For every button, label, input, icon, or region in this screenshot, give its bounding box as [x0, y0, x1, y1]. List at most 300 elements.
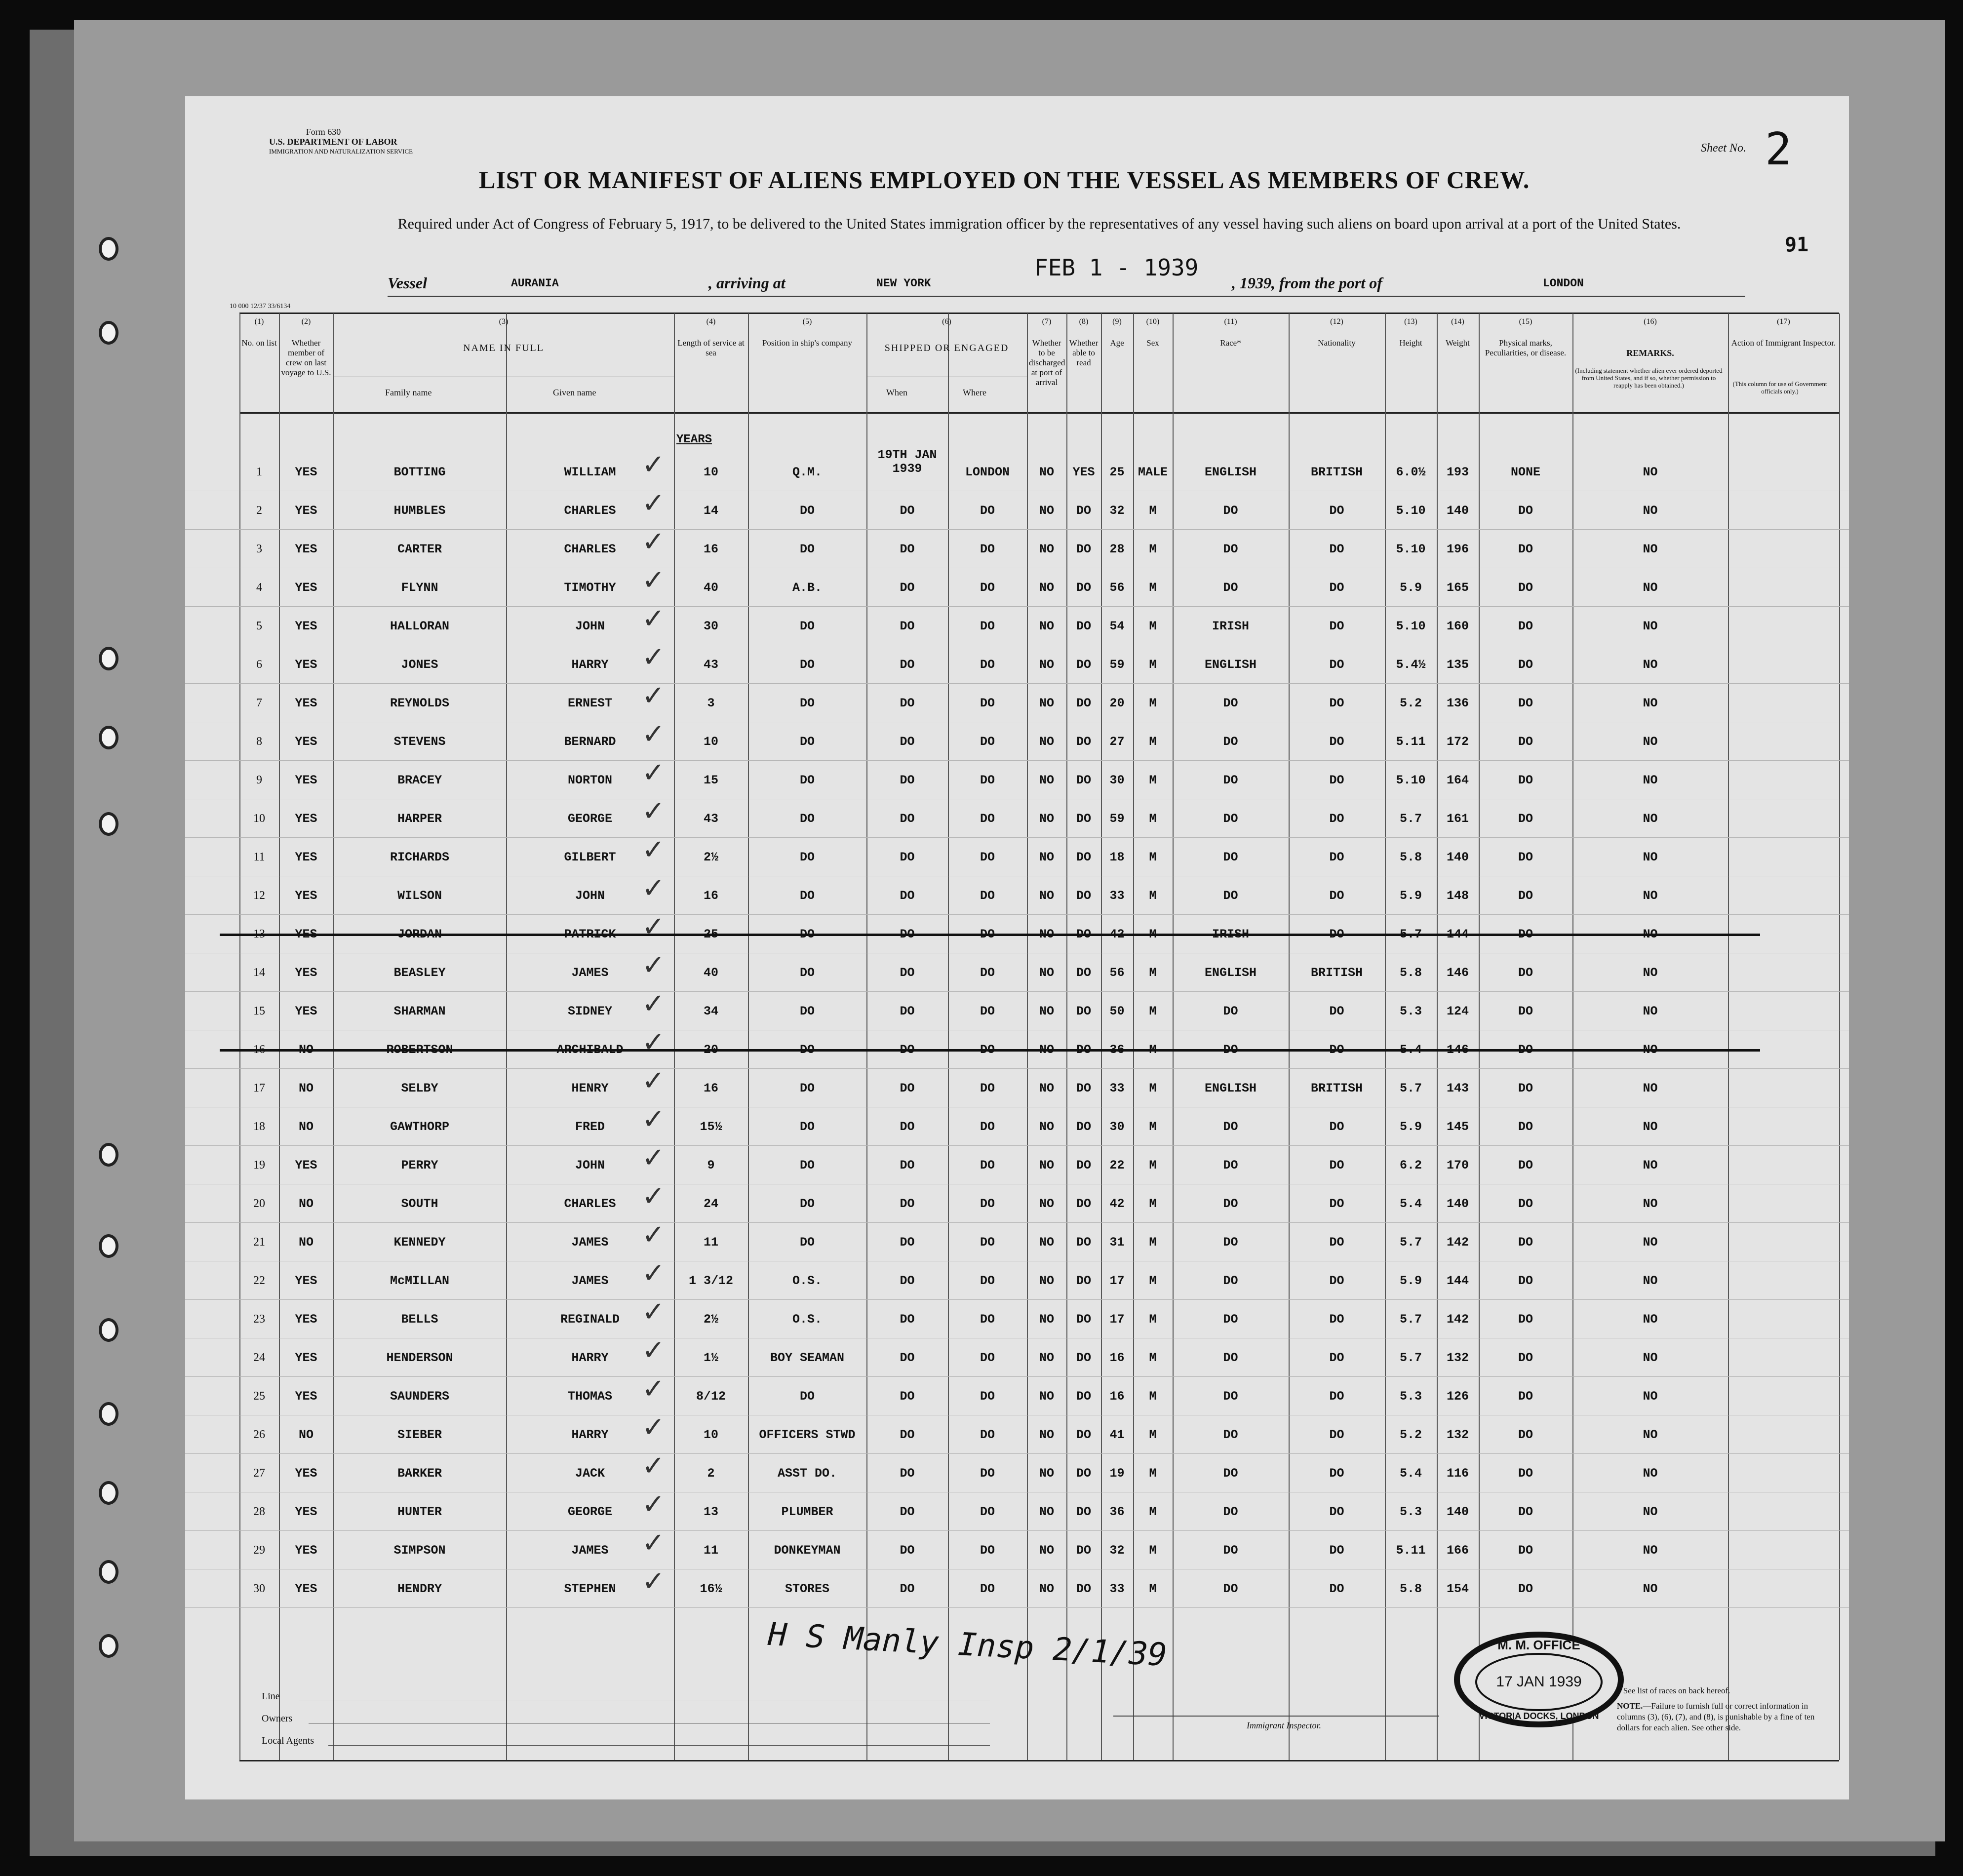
cell-discharge: NO — [1039, 850, 1054, 864]
binder-hole — [99, 726, 118, 749]
cell-service: 34 — [703, 1004, 718, 1018]
cell-when: DO — [900, 1312, 915, 1327]
column-number: (4) — [706, 317, 716, 326]
column-number: (7) — [1042, 317, 1052, 326]
cell-prev: YES — [295, 1466, 317, 1481]
cell-age: 33 — [1109, 1081, 1125, 1095]
cell-where: DO — [980, 503, 995, 518]
cell-prev: YES — [295, 850, 317, 864]
cell-where: DO — [980, 965, 995, 980]
department-block — [269, 127, 413, 156]
cell-remarks: NO — [1643, 1466, 1658, 1481]
cell-race: DO — [1223, 811, 1238, 826]
column-header: Weight — [1446, 338, 1470, 348]
cell-remarks: NO — [1643, 696, 1658, 710]
cell-height: 5.3 — [1399, 1004, 1422, 1018]
table-row — [185, 603, 1849, 645]
cell-read: DO — [1076, 773, 1091, 787]
check-mark-icon: ✓ — [642, 911, 665, 943]
cell-nat: DO — [1329, 1196, 1344, 1211]
cell-family: CARTER — [397, 542, 442, 556]
note-text: —Failure to furnish full or correct information in columns (3), (6), (7), and (8), is punishable by a fine of ten dollars for each alien. See other side. — [1617, 1701, 1815, 1732]
cell-given: JOHN — [575, 1158, 605, 1172]
cell-nat: DO — [1329, 1543, 1344, 1558]
cell-when: DO — [900, 542, 915, 556]
cell-family: SIEBER — [397, 1427, 442, 1442]
cell-remarks: NO — [1643, 888, 1658, 903]
page-title: LIST OR MANIFEST OF ALIENS EMPLOYED ON THE VESSEL AS MEMBERS OF CREW. — [479, 166, 1530, 194]
column-number: (16) — [1644, 317, 1657, 326]
cell-nat: DO — [1329, 773, 1344, 787]
where-header: Where — [963, 388, 986, 397]
cell-where: LONDON — [965, 465, 1010, 479]
cell-age: 56 — [1109, 965, 1125, 980]
cell-family: SHARMAN — [393, 1004, 446, 1018]
cell-when: DO — [900, 580, 915, 595]
cell-when: DO — [900, 850, 915, 864]
cell-weight: 142 — [1446, 1312, 1469, 1327]
cell-read: DO — [1076, 1273, 1091, 1288]
cell-when: DO — [900, 888, 915, 903]
cell-when: DO — [900, 1466, 915, 1481]
check-mark-icon: ✓ — [642, 872, 665, 904]
cell-height: 5.11 — [1396, 734, 1426, 749]
agents-label: Local Agents — [262, 1735, 314, 1746]
cell-service: 43 — [703, 811, 718, 826]
cell-service: 24 — [703, 1196, 718, 1211]
cell-service: 2 — [707, 1466, 715, 1481]
cell-given: GEORGE — [567, 1504, 612, 1519]
cell-given: ERNEST — [567, 696, 612, 710]
cell-age: 50 — [1109, 1004, 1125, 1018]
cell-sex: M — [1149, 696, 1157, 710]
cell-race: ENGLISH — [1204, 1081, 1257, 1095]
cell-height: 5.2 — [1399, 696, 1422, 710]
cell-race: DO — [1223, 1466, 1238, 1481]
cell-n: 29 — [253, 1543, 265, 1557]
table-row — [185, 1026, 1849, 1069]
cell-age: 28 — [1109, 542, 1125, 556]
cell-service: 10 — [703, 734, 718, 749]
inspector-signature: H S Manly Insp 2/1/39 — [767, 1616, 1168, 1674]
cell-height: 6.2 — [1399, 1158, 1422, 1172]
cell-remarks: NO — [1643, 1543, 1658, 1558]
table-row — [185, 1296, 1849, 1338]
cell-sex: M — [1149, 1312, 1157, 1327]
cell-service: 16 — [703, 542, 718, 556]
strikethrough-line — [220, 934, 1760, 936]
date-stamp: FEB 1 - 1939 — [1034, 254, 1199, 281]
cell-marks: DO — [1518, 542, 1533, 556]
cell-age: 20 — [1109, 696, 1125, 710]
cell-service: 40 — [703, 580, 718, 595]
table-row — [185, 448, 1849, 491]
table-row — [185, 834, 1849, 876]
cell-nat: DO — [1329, 1350, 1344, 1365]
cell-remarks: NO — [1643, 1273, 1658, 1288]
cell-age: 59 — [1109, 657, 1125, 672]
cell-discharge: NO — [1039, 542, 1054, 556]
cell-sex: M — [1149, 965, 1157, 980]
cell-sex: M — [1149, 1504, 1157, 1519]
cell-when: DO — [900, 965, 915, 980]
cell-given: JACK — [575, 1466, 605, 1481]
cell-discharge: NO — [1039, 773, 1054, 787]
cell-where: DO — [980, 888, 995, 903]
cell-prev: NO — [298, 1081, 314, 1095]
cell-marks: DO — [1518, 1004, 1533, 1018]
cell-weight: 148 — [1446, 888, 1469, 903]
table-row — [185, 1565, 1849, 1608]
cell-height: 5.10 — [1396, 619, 1426, 633]
cell-race: IRISH — [1212, 619, 1249, 633]
cell-sex: M — [1149, 773, 1157, 787]
cell-height: 5.7 — [1399, 1235, 1422, 1250]
cell-nat: DO — [1329, 1004, 1344, 1018]
cell-nat: DO — [1329, 542, 1344, 556]
cell-position: O.S. — [792, 1273, 822, 1288]
cell-race: DO — [1223, 1581, 1238, 1596]
cell-marks: DO — [1518, 503, 1533, 518]
cell-prev: YES — [295, 580, 317, 595]
cell-n: 9 — [256, 773, 262, 786]
cell-where: DO — [980, 1543, 995, 1558]
cell-when: DO — [900, 811, 915, 826]
table-row — [185, 1219, 1849, 1261]
form-number: Form 630 — [306, 127, 341, 137]
cell-prev: YES — [295, 965, 317, 980]
cell-when: DO — [900, 1581, 915, 1596]
table-row — [185, 988, 1849, 1030]
cell-read: DO — [1076, 1081, 1091, 1095]
departure-port: LONDON — [1543, 277, 1584, 290]
column-header: Sex — [1146, 338, 1159, 348]
cell-where: DO — [980, 734, 995, 749]
cell-where: DO — [980, 1273, 995, 1288]
service-name: IMMIGRATION AND NATURALIZATION SERVICE — [269, 148, 413, 155]
table-row — [185, 1334, 1849, 1377]
cell-height: 5.9 — [1399, 580, 1422, 595]
cell-where: DO — [980, 1312, 995, 1327]
cell-race: DO — [1223, 580, 1238, 595]
cell-discharge: NO — [1039, 1389, 1054, 1404]
cell-position: DO — [799, 696, 815, 710]
cell-family: SELBY — [401, 1081, 438, 1095]
cell-read: DO — [1076, 619, 1091, 633]
cell-position: DO — [799, 1004, 815, 1018]
races-note: * See list of races on back hereof. — [1617, 1686, 1730, 1695]
cell-age: 33 — [1109, 1581, 1125, 1596]
cell-n: 30 — [253, 1582, 265, 1595]
table-row — [185, 1373, 1849, 1415]
cell-family: REYNOLDS — [390, 696, 450, 710]
binder-hole — [99, 321, 118, 345]
cell-sex: M — [1149, 888, 1157, 903]
cell-read: DO — [1076, 965, 1091, 980]
cell-family: BARKER — [397, 1466, 442, 1481]
cell-sex: M — [1149, 503, 1157, 518]
cell-weight: 140 — [1446, 1196, 1469, 1211]
cell-sex: M — [1149, 1081, 1157, 1095]
check-mark-icon: ✓ — [642, 795, 665, 827]
column-header: Whether able to read — [1069, 338, 1099, 367]
cell-when: DO — [900, 734, 915, 749]
cell-age: 42 — [1109, 1196, 1125, 1211]
cell-race: DO — [1223, 1235, 1238, 1250]
column-header: Whether to be discharged at port of arrival — [1029, 338, 1065, 387]
cell-remarks: NO — [1643, 1427, 1658, 1442]
cell-race: DO — [1223, 1273, 1238, 1288]
cell-nat: DO — [1329, 1119, 1344, 1134]
cell-weight: 140 — [1446, 1504, 1469, 1519]
cell-weight: 116 — [1446, 1466, 1469, 1481]
cell-remarks: NO — [1643, 1389, 1658, 1404]
column-header: Race* — [1220, 338, 1241, 348]
cell-given: STEPHEN — [564, 1581, 616, 1596]
cell-remarks: NO — [1643, 580, 1658, 595]
cell-age: 30 — [1109, 1119, 1125, 1134]
cell-discharge: NO — [1039, 1235, 1054, 1250]
column-number: (9) — [1112, 317, 1122, 326]
table-row — [185, 1257, 1849, 1300]
header-bottom-rule — [239, 412, 1839, 414]
cell-prev: YES — [295, 1004, 317, 1018]
cell-given: JAMES — [571, 1235, 609, 1250]
cell-nat: DO — [1329, 1466, 1344, 1481]
cell-sex: M — [1149, 1581, 1157, 1596]
check-mark-icon: ✓ — [642, 564, 665, 596]
column-number: (17) — [1777, 317, 1790, 326]
cell-when: DO — [900, 696, 915, 710]
cell-where: DO — [980, 773, 995, 787]
cell-position: Q.M. — [792, 465, 822, 479]
cell-weight: 132 — [1446, 1427, 1469, 1442]
cell-n: 21 — [253, 1235, 265, 1249]
cell-marks: DO — [1518, 657, 1533, 672]
cell-discharge: NO — [1039, 734, 1054, 749]
strikethrough-line — [220, 1049, 1760, 1052]
cell-when: DO — [900, 1427, 915, 1442]
line-label: Line — [262, 1691, 280, 1702]
check-mark-icon: ✓ — [642, 487, 665, 519]
cell-where: DO — [980, 580, 995, 595]
cell-n: 3 — [256, 542, 262, 555]
cell-when: DO — [900, 1081, 915, 1095]
check-mark-icon: ✓ — [642, 1373, 665, 1405]
cell-age: 56 — [1109, 580, 1125, 595]
table-row — [185, 680, 1849, 722]
cell-nat: DO — [1329, 1581, 1344, 1596]
table-row — [185, 872, 1849, 915]
column-number: (10) — [1146, 317, 1160, 326]
cell-read: DO — [1076, 811, 1091, 826]
cell-age: 30 — [1109, 773, 1125, 787]
cell-weight: 154 — [1446, 1581, 1469, 1596]
cell-when: DO — [900, 1504, 915, 1519]
cell-discharge: NO — [1039, 1312, 1054, 1327]
check-mark-icon: ✓ — [642, 757, 665, 789]
cell-marks: NONE — [1510, 465, 1540, 479]
cell-sex: M — [1149, 1350, 1157, 1365]
cell-discharge: NO — [1039, 465, 1054, 479]
column-number: (12) — [1330, 317, 1343, 326]
cell-sex: MALE — [1138, 465, 1168, 479]
cell-position: DO — [799, 773, 815, 787]
cell-nat: DO — [1329, 696, 1344, 710]
row-rule — [185, 1607, 1849, 1608]
cell-nat: DO — [1329, 1504, 1344, 1519]
cell-marks: DO — [1518, 888, 1533, 903]
cell-where: DO — [980, 1158, 995, 1172]
check-mark-icon: ✓ — [642, 1450, 665, 1482]
check-mark-icon: ✓ — [642, 949, 665, 981]
cell-n: 22 — [253, 1274, 265, 1287]
cell-family: FLYNN — [401, 580, 438, 595]
cell-position: STORES — [785, 1581, 829, 1596]
cell-where: DO — [980, 1427, 995, 1442]
cell-remarks: NO — [1643, 1158, 1658, 1172]
cell-height: 5.3 — [1399, 1504, 1422, 1519]
cell-discharge: NO — [1039, 1466, 1054, 1481]
cell-nat: DO — [1329, 1427, 1344, 1442]
cell-where: DO — [980, 811, 995, 826]
cell-discharge: NO — [1039, 1004, 1054, 1018]
cell-service: 16½ — [700, 1581, 722, 1596]
column-header: Position in ship's company — [762, 338, 853, 348]
cell-remarks: NO — [1643, 811, 1658, 826]
cell-prev: YES — [295, 1350, 317, 1365]
table-row — [185, 949, 1849, 992]
cell-discharge: NO — [1039, 696, 1054, 710]
cell-prev: YES — [295, 696, 317, 710]
note-label: NOTE. — [1617, 1701, 1643, 1711]
cell-service: 10 — [703, 465, 718, 479]
cell-where: DO — [980, 696, 995, 710]
cell-prev: YES — [295, 465, 317, 479]
cell-position: DO — [799, 850, 815, 864]
cell-when: DO — [900, 503, 915, 518]
when-header: When — [886, 388, 907, 397]
cell-where: DO — [980, 1081, 995, 1095]
stamp-date: 17 JAN 1939 — [1496, 1674, 1582, 1690]
cell-remarks: NO — [1643, 1081, 1658, 1095]
cell-race: DO — [1223, 888, 1238, 903]
cell-age: 18 — [1109, 850, 1125, 864]
cell-race: ENGLISH — [1204, 965, 1257, 980]
cell-when: DO — [900, 773, 915, 787]
cell-age: 54 — [1109, 619, 1125, 633]
cell-height: 5.4 — [1399, 1196, 1422, 1211]
cell-discharge: NO — [1039, 1081, 1054, 1095]
cell-prev: YES — [295, 503, 317, 518]
check-mark-icon: ✓ — [642, 1334, 665, 1367]
cell-race: DO — [1223, 734, 1238, 749]
column-number: (1) — [254, 317, 264, 326]
cell-prev: NO — [298, 1235, 314, 1250]
cell-height: 5.7 — [1399, 1312, 1422, 1327]
cell-position: PLUMBER — [781, 1504, 833, 1519]
cell-sex: M — [1149, 734, 1157, 749]
cell-sex: M — [1149, 1196, 1157, 1211]
cell-given: SIDNEY — [567, 1004, 612, 1018]
remarks-note: (Including statement whether alien ever ordered deported from United States, and if so, whether permission to reapply has been obtained.) — [1575, 367, 1723, 389]
cell-discharge: NO — [1039, 619, 1054, 633]
cell-given: BERNARD — [564, 734, 616, 749]
table-bottom-rule — [239, 1760, 1839, 1761]
cell-position: DO — [799, 1235, 815, 1250]
cell-prev: YES — [295, 1504, 317, 1519]
cell-read: DO — [1076, 888, 1091, 903]
cell-race: DO — [1223, 1004, 1238, 1018]
table-row — [185, 1065, 1849, 1107]
cell-position: DO — [799, 888, 815, 903]
cell-nat: BRITISH — [1310, 1081, 1363, 1095]
cell-service: 2½ — [703, 850, 718, 864]
column-number: (3) — [499, 317, 509, 326]
cell-prev: YES — [295, 542, 317, 556]
column-number: (2) — [301, 317, 311, 326]
column-header: Nationality — [1318, 338, 1356, 348]
cell-age: 36 — [1109, 1504, 1125, 1519]
fine-note — [1617, 1701, 1824, 1733]
table-row — [185, 911, 1849, 953]
table-row — [185, 564, 1849, 607]
cell-remarks: NO — [1643, 503, 1658, 518]
cell-weight: 165 — [1446, 580, 1469, 595]
cell-given: GEORGE — [567, 811, 612, 826]
cell-given: HARRY — [571, 1427, 609, 1442]
cell-given: JOHN — [575, 619, 605, 633]
cell-n: 24 — [253, 1351, 265, 1364]
cell-position: OFFICERS STWD — [759, 1427, 856, 1442]
cell-given: JAMES — [571, 1543, 609, 1558]
cell-position: O.S. — [792, 1312, 822, 1327]
cell-remarks: NO — [1643, 965, 1658, 980]
cell-n: 6 — [256, 658, 262, 671]
cell-nat: DO — [1329, 811, 1344, 826]
binder-hole — [99, 647, 118, 670]
binder-hole — [99, 1318, 118, 1342]
cell-age: 16 — [1109, 1389, 1125, 1404]
cell-service: 8/12 — [696, 1389, 726, 1404]
cell-n: 8 — [256, 735, 262, 748]
cell-race: DO — [1223, 1119, 1238, 1134]
cell-nat: DO — [1329, 850, 1344, 864]
cell-position: DO — [799, 965, 815, 980]
cell-family: HUMBLES — [393, 503, 446, 518]
cell-position: DO — [799, 1158, 815, 1172]
cell-family: BELLS — [401, 1312, 438, 1327]
cell-n: 17 — [253, 1081, 265, 1094]
check-mark-icon: ✓ — [642, 834, 665, 866]
cell-nat: BRITISH — [1310, 465, 1363, 479]
cell-age: 19 — [1109, 1466, 1125, 1481]
inspector-rule — [1113, 1716, 1439, 1717]
cell-read: DO — [1076, 657, 1091, 672]
table-row — [185, 757, 1849, 799]
binder-hole — [99, 812, 118, 836]
cell-remarks: NO — [1643, 734, 1658, 749]
cell-given: THOMAS — [567, 1389, 612, 1404]
column-header: Action of Immigrant Inspector. — [1731, 338, 1836, 348]
cell-n: 11 — [253, 850, 265, 863]
cell-marks: DO — [1518, 1312, 1533, 1327]
cell-marks: DO — [1518, 1081, 1533, 1095]
cell-height: 5.11 — [1396, 1543, 1426, 1558]
cell-given: JAMES — [571, 1273, 609, 1288]
binder-hole — [99, 1560, 118, 1584]
cell-discharge: NO — [1039, 1427, 1054, 1442]
